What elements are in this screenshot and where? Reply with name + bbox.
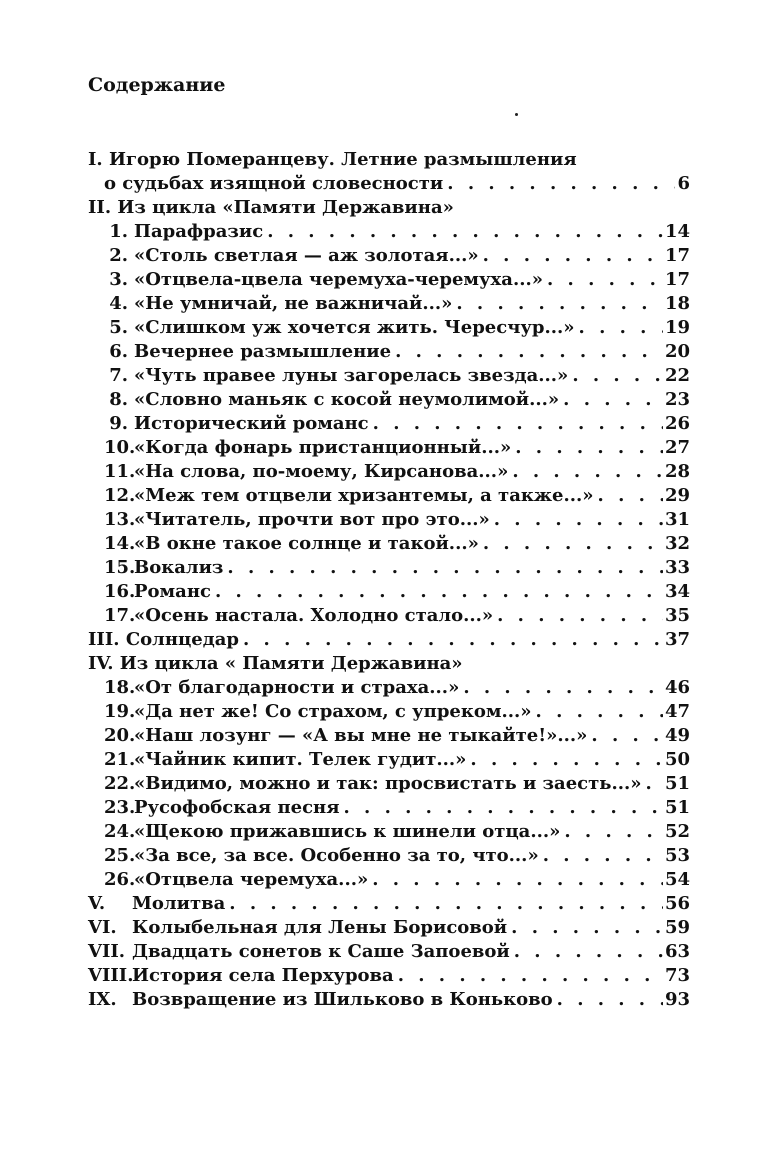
toc-entry [88, 748, 690, 772]
toc-entry-number: II. [88, 197, 112, 218]
toc-page-number: 54 [664, 869, 690, 890]
toc-page-number: 17 [664, 245, 690, 266]
toc-entry-title: «Наш лозунг — «А вы мне не тыкайте!»...» [134, 725, 588, 746]
toc-entry-title: Русофобская песня [134, 797, 340, 818]
dot-leader [344, 796, 663, 820]
toc-entry-number: VII. [88, 941, 126, 962]
toc-page-number: 32 [664, 533, 690, 554]
toc-entry [88, 268, 690, 292]
toc-page-number: 49 [664, 725, 690, 746]
dot-leader [456, 292, 663, 316]
dot-leader [215, 580, 663, 604]
toc-entry [88, 412, 690, 436]
toc-entry [88, 916, 690, 940]
toc-entry [88, 172, 690, 196]
toc-page-number: 56 [664, 893, 690, 914]
dot-leader [536, 700, 663, 724]
dot-leader [494, 508, 663, 532]
toc-entry [88, 148, 690, 172]
dot-leader [395, 340, 663, 364]
toc-entry-title: Из цикла « Памяти Державина» [119, 653, 463, 674]
toc-entry-title: История села Перхурова [132, 965, 394, 986]
toc-entry-title: Исторический романс [134, 413, 369, 434]
toc-entry-number: 17. [104, 605, 136, 626]
toc-entry-number: 22. [104, 773, 136, 794]
toc-entry-number: 10. [104, 437, 136, 458]
toc-entry [88, 484, 690, 508]
toc-entry [88, 844, 690, 868]
toc-page-number: 73 [664, 965, 690, 986]
dot-leader [398, 964, 663, 988]
dot-leader [497, 604, 663, 628]
page-title: Содержание [88, 74, 226, 96]
toc-entry-title: «Чуть правее луны загорелась звезда...» [134, 365, 569, 386]
dot-leader [463, 676, 663, 700]
dot-leader [512, 460, 663, 484]
toc-entry [88, 340, 690, 364]
dot-leader [470, 748, 663, 772]
toc-page-number: 19 [664, 317, 690, 338]
toc-entry-title: Колыбельная для Лены Борисовой [132, 917, 508, 938]
toc-page-number: 23 [664, 389, 690, 410]
dot-leader [227, 556, 663, 580]
toc-page-number: 35 [664, 605, 690, 626]
toc-entry-title: Возвращение из Шильково в Коньково [132, 989, 553, 1010]
toc-page-number: 27 [664, 437, 690, 458]
dot-leader [372, 868, 663, 892]
toc-entry [88, 940, 690, 964]
dot-leader [373, 412, 663, 436]
toc-entry-title: «Отцвела-цвела черемуха-черемуха...» [134, 269, 543, 290]
toc-entry-number: 23. [104, 797, 136, 818]
toc-entry-title: «Столь светлая — аж золотая...» [134, 245, 479, 266]
toc-entry-title: «Не умничай, не важничай...» [134, 293, 453, 314]
toc-page-number: 22 [664, 365, 690, 386]
toc-entry-title: «Щекою прижавшись к шинели отца...» [134, 821, 561, 842]
dot-leader [229, 892, 663, 916]
toc-entry-number: 9. [109, 413, 128, 434]
toc-entry-number: 24. [104, 821, 136, 842]
toc-entry [88, 868, 690, 892]
toc-page-number: 34 [664, 581, 690, 602]
toc-entry [88, 460, 690, 484]
toc-entry-title: «Осень настала. Холодно стало...» [134, 605, 494, 626]
toc-entry-number: 14. [104, 533, 136, 554]
dot-leader [591, 724, 663, 748]
toc-entry-title: Парафразис [134, 221, 264, 242]
toc-page-number: 47 [664, 701, 690, 722]
toc-entry-number: 5. [109, 317, 128, 338]
toc-page-number: 52 [664, 821, 690, 842]
toc-entry [88, 316, 690, 340]
toc-entry-title: «Чайник кипит. Телек гудит...» [134, 749, 467, 770]
toc-entry-title: «Читатель, прочти вот про это...» [134, 509, 490, 530]
toc-page-number: 46 [664, 677, 690, 698]
toc-page-number: 37 [664, 629, 690, 650]
toc-entry-title: Вокализ [134, 557, 224, 578]
toc-page-number: 14 [664, 221, 690, 242]
toc-entry-number: 8. [109, 389, 128, 410]
toc-entry [88, 820, 690, 844]
toc-entry-title: «Меж тем отцвели хризантемы, а также...» [134, 485, 594, 506]
toc-entry-number: 15. [104, 557, 136, 578]
dot-leader [447, 172, 675, 196]
toc-entry [88, 700, 690, 724]
toc-entry [88, 988, 690, 1012]
toc-entry [88, 796, 690, 820]
dot-leader [267, 220, 663, 244]
dot-leader [646, 772, 663, 796]
toc-entry [88, 652, 690, 676]
toc-entry-number: V. [88, 893, 106, 914]
dot-leader [547, 268, 663, 292]
toc-entry-title: «Да нет же! Со страхом, с упреком...» [134, 701, 532, 722]
toc-entry [88, 580, 690, 604]
toc-entry-title: «Словно маньяк с косой неумолимой...» [134, 389, 560, 410]
dot-leader [564, 820, 663, 844]
toc-page-number: 50 [664, 749, 690, 770]
toc-entry [88, 532, 690, 556]
toc-entry-number: VIII. [88, 965, 134, 986]
toc-entry-number: 11. [104, 461, 136, 482]
toc-page-number: 93 [664, 989, 690, 1010]
toc-entry-title: о судьбах изящной словесности [104, 173, 444, 194]
dot-leader [515, 436, 663, 460]
dot-leader [483, 244, 663, 268]
toc-entry [88, 508, 690, 532]
toc-entry-number: 13. [104, 509, 136, 530]
toc-entry-title: Из цикла «Памяти Державина» [117, 197, 454, 218]
toc-entry [88, 196, 690, 220]
toc-entry [88, 292, 690, 316]
toc-page-number: 28 [664, 461, 690, 482]
toc-page-number: 18 [664, 293, 690, 314]
toc-entry-title: «За все, за все. Особенно за то, что...» [134, 845, 539, 866]
toc-entry-number: IV. [88, 653, 114, 674]
toc-entry-title: «Слишком уж хочется жить. Чересчур...» [134, 317, 575, 338]
toc-entry [88, 436, 690, 460]
toc-entry-number: 19. [104, 701, 136, 722]
toc-entry [88, 220, 690, 244]
toc-entry-title: Игорю Померанцеву. Летние размышления [108, 149, 577, 170]
toc-page-number: 31 [664, 509, 690, 530]
toc-page-number: 59 [664, 917, 690, 938]
toc-entry-number: 2. [109, 245, 128, 266]
toc-entry [88, 556, 690, 580]
toc-entry-number: 12. [104, 485, 136, 506]
toc-entry-title: Романс [134, 581, 211, 602]
toc-entry-title: Молитва [132, 893, 226, 914]
toc-entry-number: VI. [88, 917, 117, 938]
toc-page-number: 33 [664, 557, 690, 578]
dot-leader [543, 844, 663, 868]
toc-page-number: 29 [664, 485, 690, 506]
toc-entry-number: 1. [109, 221, 128, 242]
toc-entry-number: I. [88, 149, 103, 170]
toc-page-number: 6 [677, 173, 690, 194]
toc-entry [88, 772, 690, 796]
print-speck [515, 113, 518, 116]
toc-page-number: 26 [664, 413, 690, 434]
toc-entry-title: «Отцвела черемуха...» [134, 869, 369, 890]
toc-page-number: 53 [664, 845, 690, 866]
dot-leader [514, 940, 663, 964]
dot-leader [572, 364, 663, 388]
toc-entry-number: 20. [104, 725, 136, 746]
dot-leader [579, 316, 663, 340]
toc-entry-title: «От благодарности и страха...» [134, 677, 460, 698]
toc-entry [88, 604, 690, 628]
toc-entry-number: 25. [104, 845, 136, 866]
toc-entry [88, 628, 690, 652]
toc-entry [88, 964, 690, 988]
toc-entry [88, 244, 690, 268]
table-of-contents [88, 148, 690, 1012]
dot-leader [563, 388, 663, 412]
toc-entry-number: 7. [109, 365, 128, 386]
toc-page-number: 51 [664, 797, 690, 818]
toc-entry-number: IX. [88, 989, 117, 1010]
toc-entry [88, 364, 690, 388]
toc-entry-number: 4. [109, 293, 128, 314]
toc-entry-title: «Видимо, можно и так: просвистать и заесть...» [134, 773, 642, 794]
toc-entry-number: 18. [104, 677, 136, 698]
toc-entry [88, 388, 690, 412]
toc-entry-title: Двадцать сонетов к Саше Запоевой [132, 941, 510, 962]
dot-leader [483, 532, 663, 556]
toc-entry-number: 26. [104, 869, 136, 890]
toc-entry-number: 16. [104, 581, 136, 602]
toc-entry-title: «На слова, по-моему, Кирсанова...» [134, 461, 509, 482]
toc-entry-title: Солнцедар [125, 629, 240, 650]
dot-leader [598, 484, 663, 508]
toc-entry [88, 892, 690, 916]
toc-page-number: 51 [664, 773, 690, 794]
toc-entry-number: 3. [109, 269, 128, 290]
toc-page-number: 63 [664, 941, 690, 962]
toc-page-number: 17 [664, 269, 690, 290]
dot-leader [511, 916, 663, 940]
toc-entry-number: III. [88, 629, 120, 650]
dot-leader [243, 628, 663, 652]
toc-entry-number: 6. [109, 341, 128, 362]
toc-page-number: 20 [664, 341, 690, 362]
toc-entry-title: «В окне такое солнце и такой...» [134, 533, 479, 554]
toc-entry-title: «Когда фонарь пристанционный...» [134, 437, 512, 458]
dot-leader [557, 988, 663, 1012]
toc-entry [88, 724, 690, 748]
toc-entry-title: Вечернее размышление [134, 341, 392, 362]
toc-entry [88, 676, 690, 700]
toc-entry-number: 21. [104, 749, 136, 770]
